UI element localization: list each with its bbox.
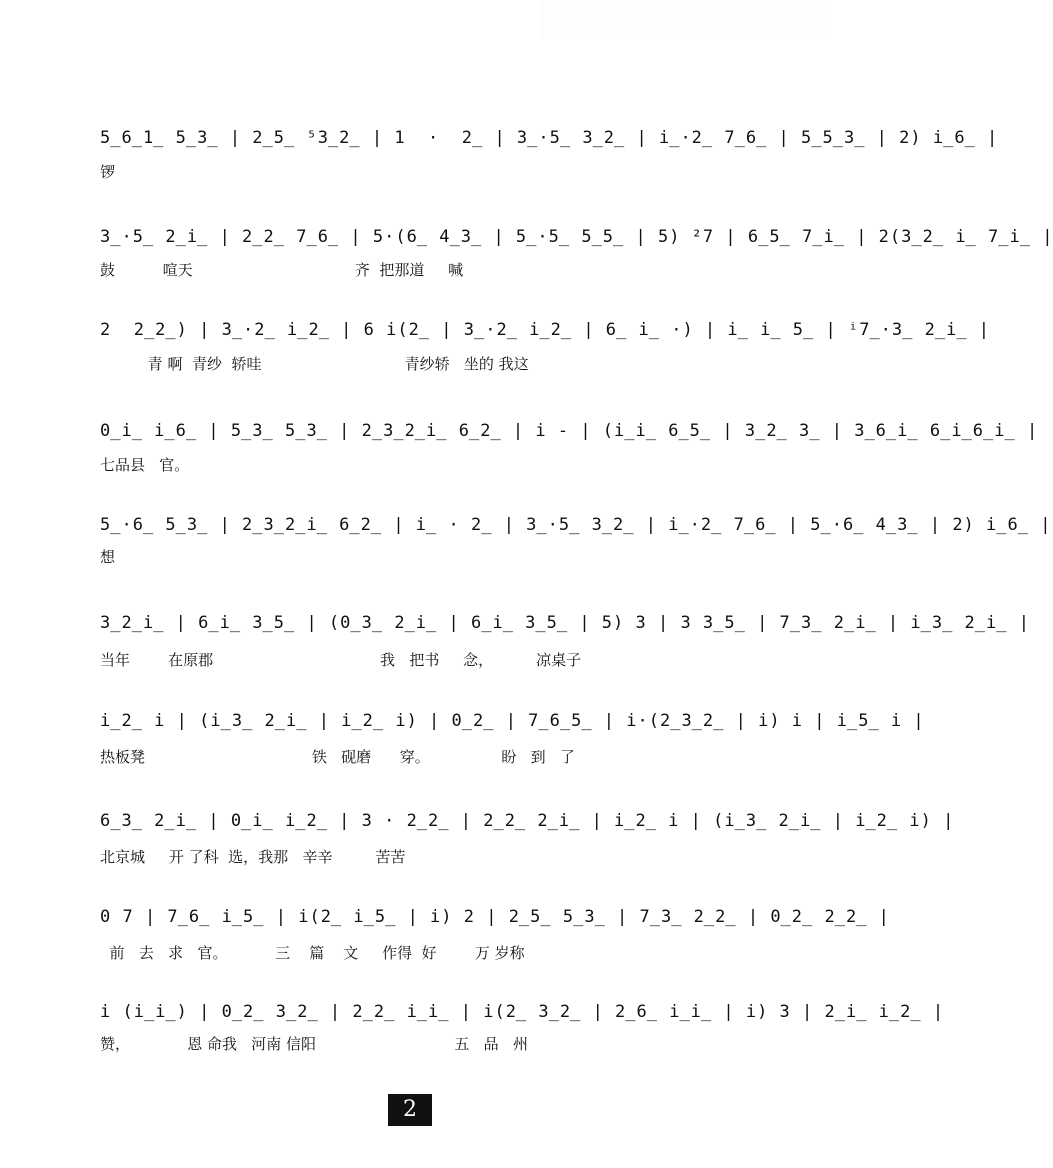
notation-line-7: i̲2̲ i | (i̲3̲ 2̲i̲ | i̲2̲ i) | 0̲2̲ | 7̲6̲5̲ | i·(2̲3̲2̲ | i) i | i̲5̲ i | [100, 711, 925, 731]
lyric-line-4: 七品县 官。 [100, 456, 190, 474]
notation-line-2: 3̲·5̲ 2̲i̲ | 2̲2̲ 7̲6̲ | 5·(6̲ 4̲3̲ | 5̲·5̲ 5̲5̲ | 5) ²7 | 6̲5̲ 7̲i̲ | 2(3̲2̲ i̲ 7̲i̲ | [100, 227, 1053, 247]
scan-corner-mark [540, 0, 826, 40]
lyric-line-6: 当年 在原郡 我 把书 念， 凉桌子 [100, 651, 582, 669]
notation-line-3: 2 2̲2̲) | 3̲·2̲ i̲2̲ | 6 i(2̲ | 3̲·2̲ i̲2̲ | 6̲ i̲ ·) | i̲ i̲ 5̲ | ⁱ7̲·3̲ 2̲i̲ | [100, 320, 991, 340]
lyric-line-3: 青 啊 青纱 轿哇 青纱轿 坐的 我这 [100, 355, 529, 373]
lyric-line-9: 前 去 求 官。 三 篇 文 作得 好 万 岁称 [100, 944, 525, 962]
page-number: 2 [388, 1094, 432, 1126]
notation-line-6: 3̲2̲i̲ | 6̲i̲ 3̲5̲ | (0̲3̲ 2̲i̲ | 6̲i̲ 3̲5̲ | 5) 3 | 3 3̲5̲ | 7̲3̲ 2̲i̲ | i̲3̲ 2̲i̲ | [100, 613, 1030, 633]
notation-line-9: 0 7 | 7̲6̲ i̲5̲ | i(2̲ i̲5̲ | i) 2 | 2̲5̲ 5̲3̲ | 7̲3̲ 2̲2̲ | 0̲2̲ 2̲2̲ | [100, 907, 890, 927]
notation-line-4: 0̲i̲ i̲6̲ | 5̲3̲ 5̲3̲ | 2̲3̲2̲i̲ 6̲2̲ | i - | (i̲i̲ 6̲5̲ | 3̲2̲ 3̲ | 3̲6̲i̲ 6̲i̲6̲i̲ | [100, 421, 1039, 441]
lyric-line-10: 赞， 恩 命我 河南 信阳 五 品 州 [100, 1035, 528, 1053]
lyric-line-2: 鼓 喧天 齐 把那道 喊 [100, 261, 464, 279]
notation-line-10: i (i̲i̲) | 0̲2̲ 3̲2̲ | 2̲2̲ i̲i̲ | i(2̲ 3̲2̲ | 2̲6̲ i̲i̲ | i) 3 | 2̲i̲ i̲2̲ | [100, 1002, 945, 1022]
notation-line-1: 5̲6̲1̲ 5̲3̲ | 2̲5̲ ⁵3̲2̲ | 1 · 2̲ | 3̲·5̲ 3̲2̲ | i̲·2̲ 7̲6̲ | 5̲5̲3̲ | 2) i̲6̲ | [100, 128, 999, 148]
notation-line-8: 6̲3̲ 2̲i̲ | 0̲i̲ i̲2̲ | 3 · 2̲2̲ | 2̲2̲ 2̲i̲ | i̲2̲ i | (i̲3̲ 2̲i̲ | i̲2̲ i) | [100, 811, 955, 831]
notation-line-5: 5̲·6̲ 5̲3̲ | 2̲3̲2̲i̲ 6̲2̲ | i̲ · 2̲ | 3̲·5̲ 3̲2̲ | i̲·2̲ 7̲6̲ | 5̲·6̲ 4̲3̲ | 2) i̲6̲ | [100, 515, 1052, 535]
lyric-line-8: 北京城 开 了科 选，我那 辛辛 苦苦 [100, 848, 406, 866]
lyric-line-1: 锣 [100, 163, 116, 181]
lyric-line-5: 想 [100, 548, 116, 566]
lyric-line-7: 热板凳 铁 砚磨 穿。 盼 到 了 [100, 748, 575, 766]
